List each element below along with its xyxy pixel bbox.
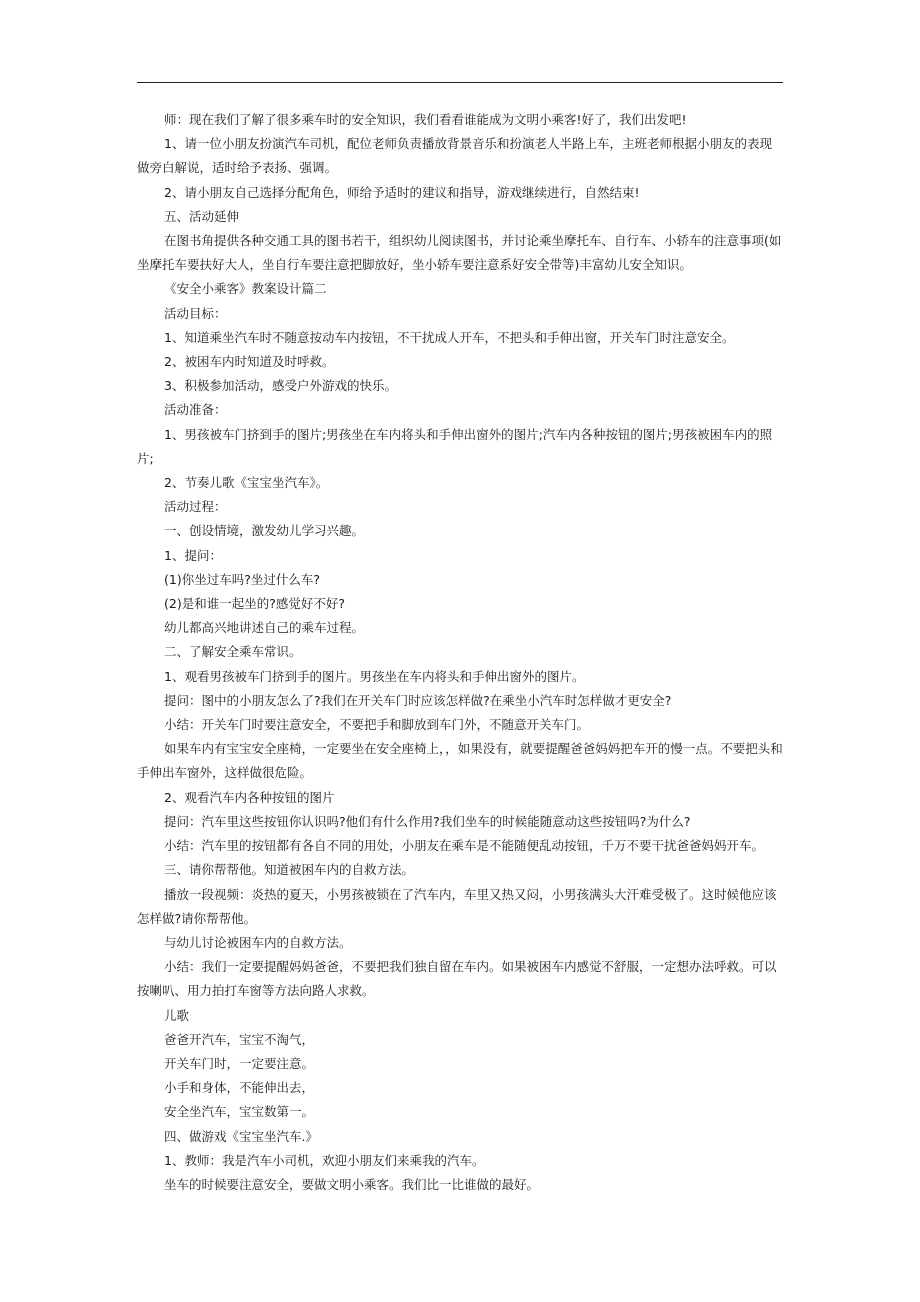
paragraph: 如果车内有宝宝安全座椅，一定要坐在安全座椅上，，如果没有，就要提醒爸爸妈妈把车开的慢一点。不要把头和手伸出车窗外，这样做很危险。 <box>137 741 783 781</box>
list-item: 1、观看男孩被车门挤到手的图片。男孩坐在车内将头和手伸出窗外的图片。 <box>164 668 585 684</box>
list-item: 2、观看汽车内各种按钮的图片 <box>164 789 335 805</box>
paragraph: 提问：汽车里这些按钮你认识吗?他们有什么作用?我们坐车的时候能随意动这些按钮吗?为什么? <box>164 813 691 829</box>
paragraph: 小结：汽车里的按钮都有各自不同的用处，小朋友在乘车是不能随便乱动按钮，千万不要干扰爸爸妈妈开车。 <box>164 838 765 854</box>
poem-line: 开关车门时，一定要注意。 <box>164 1055 315 1071</box>
section-heading: 活动过程： <box>164 499 227 515</box>
section-heading: 五、活动延伸 <box>164 208 240 224</box>
list-item: 1、提问： <box>164 547 222 563</box>
list-item: 2、节奏儿歌《宝宝坐汽车》。 <box>164 475 329 491</box>
list-item: 1、知道乘坐汽车时不随意按动车内按钮，不干扰成人开车，不把头和手伸出窗，开关车门时注意安全。 <box>164 329 735 345</box>
section-heading: 活动准备： <box>164 402 227 418</box>
section-heading: 一、创设情境，激发幼儿学习兴趣。 <box>164 523 365 539</box>
list-item: 3、积极参加活动，感受户外游戏的快乐。 <box>164 378 397 394</box>
list-item: (2)是和谁一起坐的?感觉好不好? <box>164 596 345 612</box>
paragraph: 与幼儿讨论被困车内的自救方法。 <box>164 934 352 950</box>
section-heading: 三、请你帮帮他。知道被困车内的自救方法。 <box>164 862 415 878</box>
list-item: 1、男孩被车门挤到手的图片;男孩坐在车内将头和手伸出窗外的图片;汽车内各种按钮的图片;男孩被困车内的照片; <box>137 426 773 466</box>
poem-line: 爸爸开汽车，宝宝不淘气， <box>164 1031 315 1047</box>
poem-title: 儿歌 <box>164 1007 190 1023</box>
paragraph: 小结：开关车门时要注意安全，不要把手和脚放到车门外，不随意开关车门。 <box>164 717 590 733</box>
list-item: 2、被困车内时知道及时呼救。 <box>164 354 335 370</box>
list-item: 1、教师：我是汽车小司机，欢迎小朋友们来乘我的汽车。 <box>164 1152 485 1168</box>
section-heading: 活动目标： <box>164 305 227 321</box>
paragraph: 播放一段视频：炎热的夏天，小男孩被锁在了汽车内，车里又热又闷，小男孩满头大汗难受极了。这时候他应该怎样做?请你帮帮他。 <box>137 886 777 926</box>
poem-line: 小手和身体，不能伸出去， <box>164 1080 315 1096</box>
header-rule <box>137 82 783 83</box>
document-body <box>137 108 783 1197</box>
paragraph: 幼儿都高兴地讲述自己的乘车过程。 <box>164 620 365 636</box>
paragraph: 坐车的时候要注意安全，要做文明小乘客。我们比一比谁做的最好。 <box>164 1176 540 1192</box>
paragraph: 提问：图中的小朋友怎么了?我们在开关车门时应该怎样做?在乘坐小汽车时怎样做才更安全? <box>164 692 672 708</box>
paragraph: 师：现在我们了解了很多乘车时的安全知识，我们看看谁能成为文明小乘客!好了，我们出发吧! <box>164 112 687 127</box>
list-item: (1)你坐过车吗?坐过什么车? <box>164 571 320 587</box>
section-title: 《安全小乘客》教案设计篇二 <box>164 281 327 297</box>
paragraph: 1、请一位小朋友扮演汽车司机，配位老师负责播放背景音乐和扮演老人半路上车，主班老师根据小朋友的表现做旁白解说，适时给予表扬、强调。 <box>137 136 772 176</box>
paragraph: 小结：我们一定要提醒妈妈爸爸，不要把我们独自留在车内。如果被困车内感觉不舒服，一定想办法呼救。可以按喇叭、用力拍打车窗等方法向路人求救。 <box>137 959 777 999</box>
section-heading: 二、了解安全乘车常识。 <box>164 644 302 660</box>
poem-line: 安全坐汽车，宝宝数第一。 <box>164 1104 315 1120</box>
paragraph: 2、请小朋友自己选择分配角色，师给予适时的建议和指导，游戏继续进行，自然结束! <box>164 184 640 200</box>
section-heading: 四、做游戏《宝宝坐汽车.》 <box>164 1128 318 1144</box>
paragraph: 在图书角提供各种交通工具的图书若干，组织幼儿阅读图书，并讨论乘坐摩托车、自行车、小轿车的注意事项(如坐摩托车要扶好大人，坐自行车要注意把脚放好，坐小轿车要注意系好安全带等)丰富幼儿安全知识。 <box>137 233 782 273</box>
